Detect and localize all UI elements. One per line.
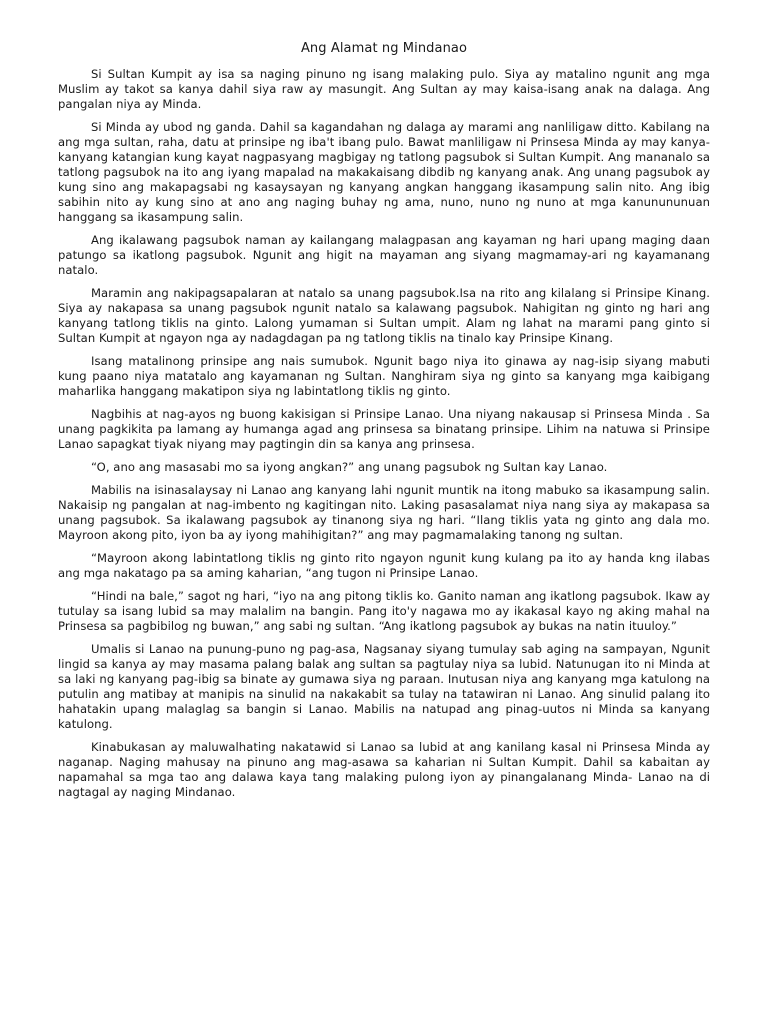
paragraph-12: Kinabukasan ay maluwalhating nakatawid si Lanao sa lubid at ang kanilang kasal ni Prinsesa Minda ay naganap. Naging mahusay na pinuno ang mag-asawa sa kaharian ni Sultan Kumpit. Dahil sa kabaitan ay napamahal sa mga tao ang dalawa kaya tang malaking pulong iyon ay pinangalanang Minda- Lanao na di nagtagal ay naging Mindanao. xyxy=(58,740,710,799)
paragraph-7: “O, ano ang masasabi mo sa iyong angkan?” ang unang pagsubok ng Sultan kay Lanao. xyxy=(91,460,608,474)
paragraph-5: Isang matalinong prinsipe ang nais sumubok. Ngunit bago niya ito ginawa ay nag-isip siyang mabuti kung paano niya matatalo ang kayamanan ng Sultan. Nanghiram siya ng ginto sa kanyang mga kaibigang maharlika hanggang makatipon siya ng labintatlong tiklis ng ginto. xyxy=(58,354,710,398)
document-title: Ang Alamat ng Mindanao xyxy=(300,41,468,56)
paragraph-1: Si Sultan Kumpit ay isa sa naging pinuno ng isang malaking pulo. Siya ay matalino ngunit ang mga Muslim ay takot sa kanya dahil siya raw ay masungit. Ang Sultan ay may kaisa-isang anak na dalaga. Ang pangalan niya ay Minda. xyxy=(58,67,710,111)
paragraph-9: “Mayroon akong labintatlong tiklis ng ginto rito ngayon ngunit kung kulang pa ito ay handa kng ilabas ang mga nakatago pa sa aming kaharian, “ang tugon ni Prinsipe Lanao. xyxy=(58,551,710,580)
paragraph-2: Si Minda ay ubod ng ganda. Dahil sa kagandahan ng dalaga ay marami ang nanliligaw ditto. Kabilang na ang mga sultan, raha, datu at prinsipe ng iba't ibang pulo. Bawat manliligaw ni Prinsesa Minda ay may kanya-kanyang katangian kung kayat nagpasyang magbigay ng tatlong pagsubok si Sultan Kumpit. Ang mananalo sa tatlong pagsubok na ito ang iyang mapalad na makakaisang dibdib ng kanyang anak. Ang unang pagsubok ay kung sino ang makapagsabi ng kasaysayan ng kanyang angkan hanggang ikasampung salin nito. Ang ibig sabihin nito ay kung sino at ano ang naging buhay ng ama, nuno, nuno ng nuno at mga kanunununuan hanggang sa ikasampung salin. xyxy=(58,120,710,224)
paragraph-6: Nagbihis at nag-ayos ng buong kakisigan si Prinsipe Lanao. Una niyang nakausap si Prinsesa Minda . Sa unang pagkikita pa lamang ay humanga agad ang prinsesa sa binatang prinsipe. Lihim na natuwa si Prinsipe Lanao sapagkat tiyak niyang may pagtingin din sa kanya ang prinsesa. xyxy=(58,407,710,451)
paragraph-4: Maramin ang nakipagsapalaran at natalo sa unang pagsubok.Isa na rito ang kilalang si Prinsipe Kinang. Siya ay nakapasa sa unang pagsubok ngunit natalo sa kalawang pagsubok. Nahigitan ng ginto ng hari ang kanyang tatlong tiklis na ginto. Lalong yumaman si Sultan umpit. Alam ng lahat na marami pang ginto si Sultan Kumpit at ngayon nga ay nadagdagan pa ng tatlong tiklis na tinalo kay Prinsipe Kinang. xyxy=(58,286,710,345)
paragraph-8: Mabilis na isinasalaysay ni Lanao ang kanyang lahi ngunit muntik na itong mabuko sa ikasampung salin. Nakaisip ng pangalan at nag-imbento ng kagitingan nito. Laking pasasalamat niya nang siya ay makapasa sa unang pagsubok. Sa ikalawang pagsubok ay tinanong siya ng hari. “Ilang tiklis yata ng ginto ang dala mo. Mayroon akong pito, iyon ba ay iyong mahihigitan?” ang may pagmamalaking tanong ng sultan. xyxy=(58,483,710,542)
paragraph-10: “Hindi na bale,” sagot ng hari, “iyo na ang pitong tiklis ko. Ganito naman ang ikatlong pagsubok. Ikaw ay tutulay sa isang lubid sa may malalim na bangin. Pang ito'y nagawa mo ay ikakasal kayo ng aking mahal na Prinsesa sa pagbibilog ng buwan,” ang sabi ng sultan. “Ang ikatlong pagsubok ay bukas na natin ituuloy.” xyxy=(58,589,710,633)
paragraph-3: Ang ikalawang pagsubok naman ay kailangang malagpasan ang kayaman ng hari upang maging daan patungo sa ikatlong pagsubok. Ngunit ang higit na mayaman ang siyang magmamay-ari ng kayamanang natalo. xyxy=(58,233,710,277)
paragraph-11: Umalis si Lanao na punung-puno ng pag-asa, Nagsanay siyang tumulay sab aging na sampayan, Ngunit lingid sa kanya ay may masama palang balak ang sultan sa pagtulay niya sa lubid. Natunugan ito ni Minda at sa laki ng kanyang pag-ibig sa binate ay gumawa siya ng paraan. Inutusan niya ang kanyang mga katulong na putulin ang matibay at manipis na sinulid na nakakabit sa tulay na tatawiran ni Lanao. Ang sinulid palang ito hahatakin upang malaglag sa bangin si Lanao. Mabilis na natupad ang pinag-uutos ni Minda sa kanyang katulong. xyxy=(58,642,710,731)
